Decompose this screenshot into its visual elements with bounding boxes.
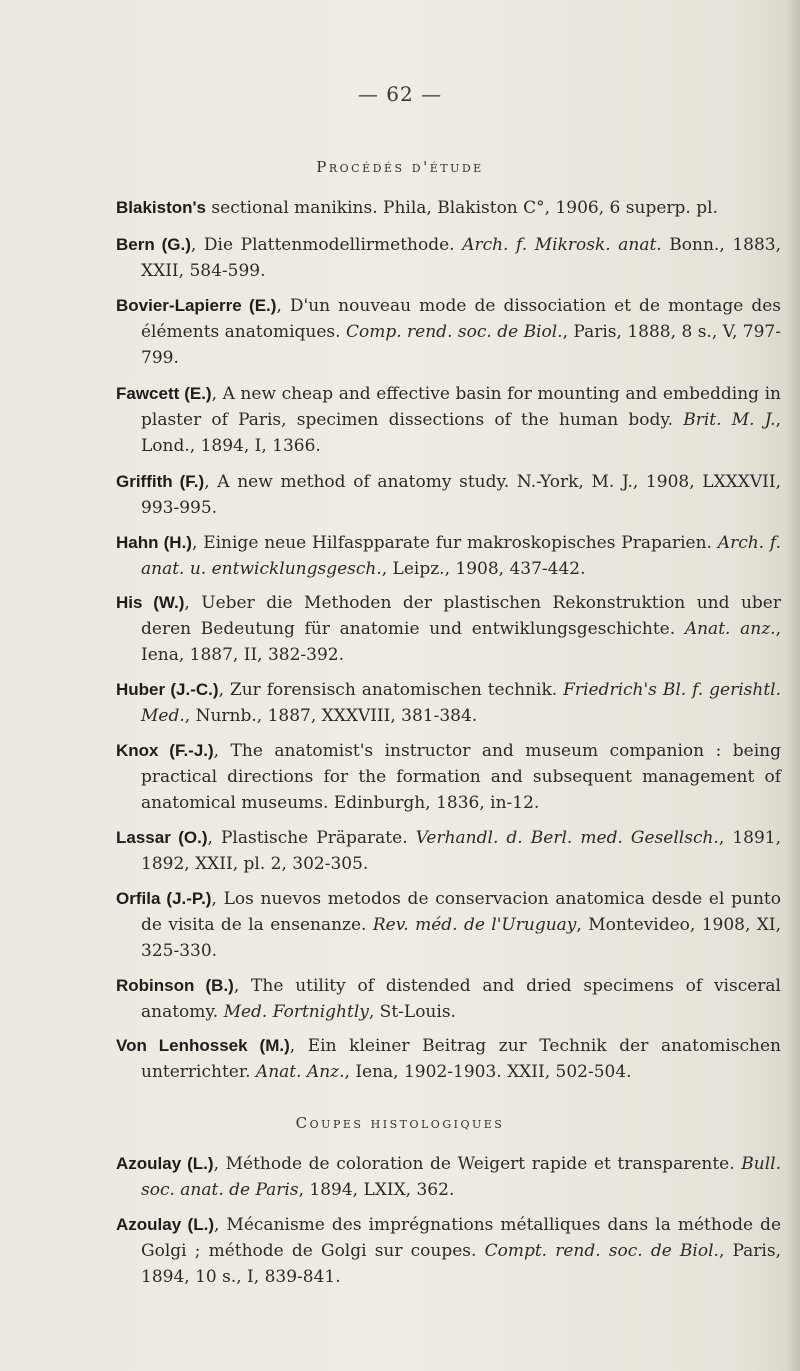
entry-journal: Brit. M. J. xyxy=(683,410,776,430)
bibliography-entry xyxy=(116,1151,781,1203)
entry-author: Bern xyxy=(116,235,155,254)
entry-initials: (E.) xyxy=(241,296,277,315)
bibliography-entry xyxy=(116,195,781,221)
entry-text: , Plastische Präparate. xyxy=(207,828,416,848)
entry-author: Robinson xyxy=(116,976,195,995)
entry-text: sectional manikins. Phila, Blakiston C°, 1906, 6 superp. pl. xyxy=(206,198,718,218)
entry-initials: (E.) xyxy=(179,384,212,403)
entry-details: , Montevideo, 1908, XI, 325-330. xyxy=(141,915,781,961)
entry-author: Azoulay xyxy=(116,1154,182,1173)
entry-author: Knox xyxy=(116,741,159,760)
bibliography-entry xyxy=(116,590,781,668)
entry-journal: Verhandl. d. Berl. med. Gesellsch. xyxy=(415,828,719,848)
entry-journal: Arch. f. Mikrosk. anat. xyxy=(462,235,662,255)
entry-text: , Mécanisme des imprégnations métalliques dans la méthode de Golgi ; méthode de Golgi sur coupes. xyxy=(141,1215,781,1261)
entry-initials: (O.) xyxy=(170,828,208,847)
bibliography-entry xyxy=(116,1212,781,1290)
page-edge-shadow xyxy=(786,0,800,1371)
entry-author: Lassar xyxy=(116,828,171,847)
bibliography-entry xyxy=(116,381,781,459)
bibliography-entry xyxy=(116,1033,781,1085)
entry-text: , Méthode de coloration de Weigert rapide et transparente. xyxy=(213,1154,742,1174)
entry-text: , The utility of distended and dried specimens of visceral anatomy. xyxy=(141,976,781,1022)
bibliography-entry xyxy=(116,293,781,371)
entry-details: , 1894, LXIX, 362. xyxy=(298,1180,455,1200)
entry-details: , Iena, 1902-1903. XXII, 502-504. xyxy=(344,1062,632,1082)
entry-author: Bovier-Lapierre xyxy=(116,296,242,315)
entry-details: , Lond., 1894, I, 1366. xyxy=(141,410,781,456)
entry-initials: (L.) xyxy=(181,1215,214,1234)
entry-text: , D'un nouveau mode de dissociation et de montage des éléments anatomiques. xyxy=(141,296,782,342)
entry-details: , Leipz., 1908, 437-442. xyxy=(381,559,586,579)
bibliography-entry xyxy=(116,530,781,582)
entry-details: , St-Louis. xyxy=(368,1002,456,1022)
entry-journal: Bull. soc. anat. de Paris xyxy=(141,1154,782,1200)
entry-details: Bonn., 1883, XXII, 584-599. xyxy=(141,235,781,281)
entry-text: , Ein kleiner Beitrag zur Technik der anatomischen unterrichter. xyxy=(141,1036,781,1082)
bibliography-entry xyxy=(116,886,781,964)
entry-initials: (J.-P.) xyxy=(160,889,212,908)
bibliography-entry xyxy=(116,677,781,729)
entry-initials: (L.) xyxy=(181,1154,214,1173)
entry-author: His xyxy=(116,593,143,612)
entry-journal: Anat. anz. xyxy=(684,619,776,639)
entry-text: , Los nuevos metodos de conservacion anatomica desde el punto de visita de la ensenanze. xyxy=(141,889,781,935)
entry-text: , A new method of anatomy study. N.-York, M. J., 1908, LXXXVII, 993-995. xyxy=(141,472,781,518)
entry-initials: (G.) xyxy=(154,235,191,254)
bibliography-entry xyxy=(116,973,781,1025)
entry-text: , The anatomist's instructor and museum companion : being practical directions for the formation and subsequent management of anatomical museums. Edinburgh, 1836, in-12. xyxy=(141,741,781,813)
entry-text: , A new cheap and effective basin for mounting and embedding in plaster of Paris, specimen dissections of the human body. xyxy=(141,384,782,430)
entry-journal: Med. Fortnightly xyxy=(223,1002,369,1022)
entry-initials: (B.) xyxy=(194,976,234,995)
bibliography-entry xyxy=(116,469,781,521)
entry-author: Fawcett xyxy=(116,384,180,403)
entry-initials: (F.) xyxy=(172,472,205,491)
entry-journal: Compt. rend. soc. de Biol. xyxy=(484,1241,719,1261)
entry-details: , Paris, 1894, 10 s., I, 839-841. xyxy=(141,1241,781,1287)
entry-initials: (F.-J.) xyxy=(158,741,214,760)
entry-text: , Ueber die Methoden der plastischen Rekonstruktion und uber deren Bedeutung für anatomie und entwiklungsgeschichte. xyxy=(141,593,781,639)
entry-author: Orfila xyxy=(116,889,161,908)
entry-details: , 1891, 1892, XXII, pl. 2, 302-305. xyxy=(141,828,781,874)
bibliography-entry xyxy=(116,825,781,877)
entry-author: Blakiston's xyxy=(116,198,207,217)
entry-initials: (J.-C.) xyxy=(165,680,219,699)
entry-author: Griffith xyxy=(116,472,173,491)
entry-journal: Comp. rend. soc. de Biol. xyxy=(345,322,563,342)
entry-text: , Einige neue Hilfaspparate fur makroskopisches Praparien. xyxy=(191,533,718,553)
entry-text: , Zur forensisch anatomischen technik. xyxy=(218,680,564,700)
entry-author: Von Lenhossek xyxy=(116,1036,248,1055)
entry-journal: Rev. méd. de l'Uruguay xyxy=(372,915,577,935)
entry-details: , Paris, 1888, 8 s., V, 797-799. xyxy=(141,322,781,368)
entry-details: , Nurnb., 1887, XXXVIII, 381-384. xyxy=(184,706,478,726)
section-heading-coupes: Coupes histologiques xyxy=(295,1114,505,1132)
entry-journal: Anat. Anz. xyxy=(255,1062,345,1082)
entry-initials: (W.) xyxy=(142,593,185,612)
bibliography-entry xyxy=(116,232,781,284)
page-number: — 62 — xyxy=(357,82,443,106)
section-heading-procedes: Procédés d'étude xyxy=(316,158,484,176)
entry-initials: (M.) xyxy=(247,1036,290,1055)
entry-author: Hahn xyxy=(116,533,159,552)
entry-initials: (H.) xyxy=(158,533,192,552)
entry-author: Huber xyxy=(116,680,166,699)
entry-author: Azoulay xyxy=(116,1215,182,1234)
entry-journal: Friedrich's Bl. f. gerishtl. Med. xyxy=(141,680,782,726)
bibliography-entry xyxy=(116,738,781,816)
entry-details: , Iena, 1887, II, 382-392. xyxy=(141,619,781,665)
entry-journal: Arch. f. anat. u. entwicklungsgesch. xyxy=(141,533,781,579)
entry-text: , Die Plattenmodellirmethode. xyxy=(190,235,463,255)
